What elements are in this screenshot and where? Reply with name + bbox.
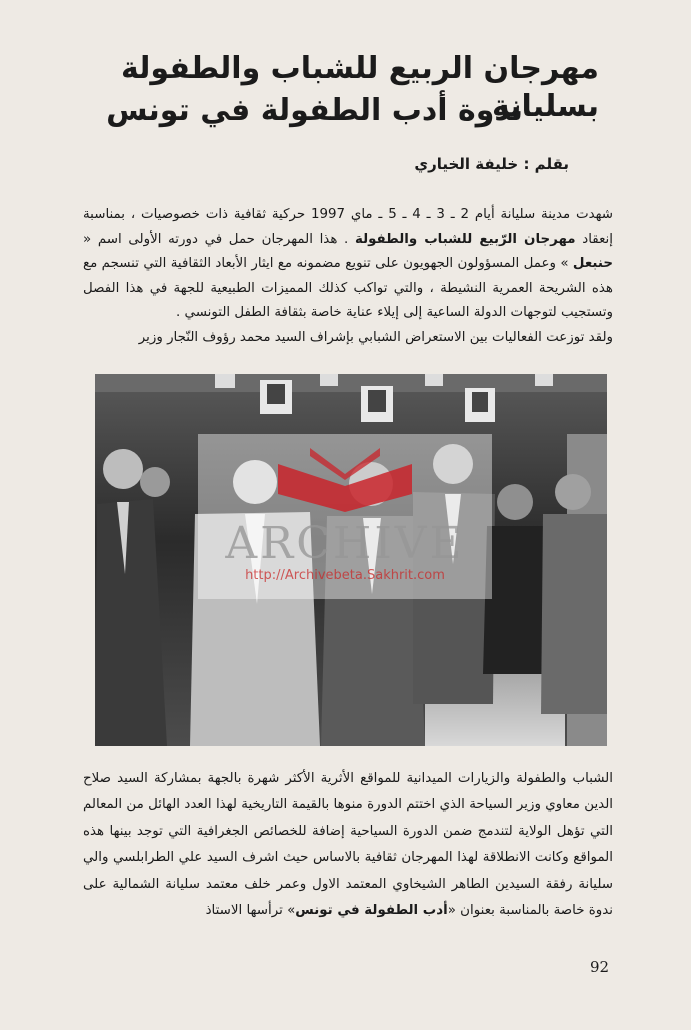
paragraph-continued-part-b: » ترأسها الاستاذ <box>205 903 296 919</box>
paragraph-intro <box>83 203 613 351</box>
edition-name: حنبعل <box>572 256 613 272</box>
paragraph-continued-part-a: الشباب والطفولة والزيارات الميدانية للمواقع الأثرية الأكثر شهرة بالجهة بمشاركة السيد صلاح الدين معاوي وزير السياحة الذي اختتم الدورة منوها بالقيمة التاريخية لهذا العدد الهائل من المعالم التي تؤهل الولاية لتندمج ضمن الدورة السياحية إضافة للخصائص الجغرافية التي توجد بينها هذه المواقع وكانت الانطلاقة لهذا المهرجان ثقافية بالاساس حيث اشرف السيد علي الطرابلسي والي سليانة رفقة السيدين الطاهر الشيخاوي المعتمد الاول وعمر خلف معتمد سليانة الشمالية على ندوة خاصة بالمناسبة بعنوان « <box>83 771 613 919</box>
watermark-brand: ARCHIVE <box>225 518 465 569</box>
festival-name: مهرجان الرّبيع للشباب والطفولة <box>354 231 576 247</box>
page-number: 92 <box>590 958 610 976</box>
article-title-line2: ندوة أدب الطفولة في تونس <box>106 93 523 128</box>
paragraph-continued <box>83 766 613 924</box>
watermark-url: http://Archivebeta.Sakhrit.com <box>245 568 445 583</box>
article-title-line1: مهرجان الربيع للشباب والطفولة بسليانة <box>120 51 599 124</box>
paragraph-intro-part-b: . هذا المهرجان حمل في دورته الأولى اسم « <box>83 231 355 247</box>
symposium-title: أدب الطفولة في تونس <box>295 903 448 919</box>
archive-watermark <box>198 434 492 599</box>
paragraph-intro-part-a: شهدت مدينة سليانة أيام 2 ـ 3 ـ 4 ـ 5 ـ ماي 1997 حركية ثقافية ذات خصوصيات ، بمناسبة إنعقاد <box>83 207 614 247</box>
author-byline: بقلم : خليفة الخياري <box>414 155 569 173</box>
paragraph-intro-part-d: ولقد توزعت الفعاليات بين الاستعراض الشبابي بإشراف السيد محمد رؤوف النّجار وزير <box>138 329 613 345</box>
paragraph-intro-part-c: » وعمل المسؤولون الجهويون على تنويع مضمونه مع ايثار الأبعاد الثقافية التي تنسجم مع هذه الشريحة العمرية النشيطة ، والتي تواكب كذلك المميزات الطبيعية للجهة في هذا الفصل وتستجيب لتوجهات الدولة الساعية إلى إيلاء عناية خاصة بثقافة الطفل التونسي . <box>83 256 613 321</box>
